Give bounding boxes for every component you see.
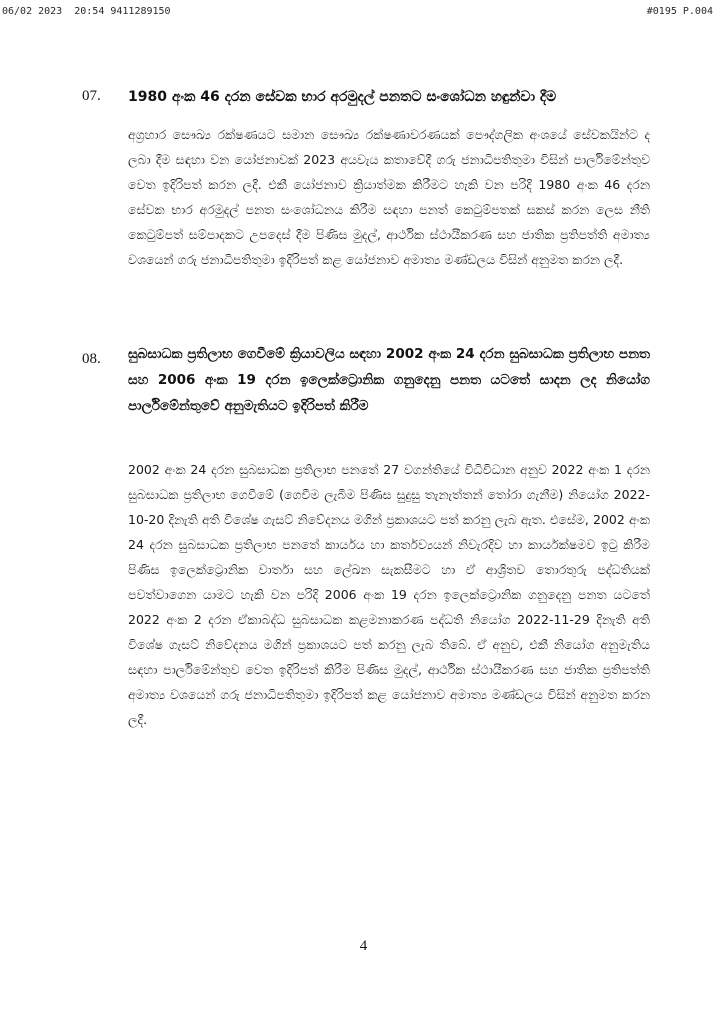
section-07-title: 1980 අංක 46 දරන සේවක භාර අරමුදල් පනතට සංශෝධන හඳුන්වා දීම [128,89,557,105]
fax-header-page-ref: #0195 P.004 [646,6,713,17]
fax-header-timestamp: 06/02 2023 20:54 9411289150 [2,6,171,17]
section-07-body: අග්‍රහාර සෞඛ්‍ය රක්ෂණයට සමාන සෞඛ්‍ය රක්ෂණාවරණයක් පෞද්ගලික අංශයේ සේවකයින්ට ද ලබා දීම සඳහා වන යෝජනාවක් 2023 අයවැය කතාවේදී ගරු ජනාධිපතිතුමා විසින් පාර්ලිමේන්තුව වෙත ඉදිරිපත් කරන ලදී. එකී යෝජනාව ක්‍රියාත්මක කිරීමට හැකි වන පරිදි 1980 අංක 46 දරන සේවක භාර අරමුදල් පනත සංශෝධනය කිරීම සඳහා පනත් කෙටුම්පතක් සකස් කරන ලෙස නීති කෙටුම්පත් සම්පාදකට උපදෙස් දීම පිණිස මුදල්, ආර්ථික ස්ථායීකරණ සහ ජාතික ප්‍රතිපත්ති අමාත්‍ය වශයෙන් ගරු ජනාධිපතිතුමා ඉදිරිපත් කළ යෝජනාව අමාත්‍ය මණ්ඩලය විසින් අනුමත කරන ලදී. [128,127,650,267]
section-07-number: 07. [82,88,101,104]
section-08-number: 08. [82,351,101,367]
section-08-title: සුබසාධක ප්‍රතිලාභ ගෙවීමේ ක්‍රියාවලිය සඳහා 2002 අංක 24 දරන සුබසාධක ප්‍රතිලාභ පනත සහ 2006 අංක 19 දරන ඉලෙක්ට්‍රොනික ගනුදෙනු පනත යටතේ සාදන ලද නියෝග පාර්ලිමේන්තුවේ අනුමැතියට ඉදිරිපත් කිරීම [128,346,650,414]
page-number: 4 [359,938,368,954]
fax-header [0,6,727,20]
section-08-body: 2002 අංක 24 දරන සුබසාධක ප්‍රතිලාභ පනතේ 27 වගන්තියේ විධිවිධාන අනුව 2022 අංක 1 දරන සුබසාධක ප්‍රතිලාභ ගෙවීමේ (ගෙවීම ලැබීම පිණිස සුදුසු තැනැත්තන් තෝරා ගැනීම) නියෝග 2022-10-20 දිනැති අති විශේෂ ගැසට් නිවේදනය මගින් ප්‍රකාශයට පත් කරනු ලැබ ඇත. එසේම, 2002 අංක 24 දරන සුබසාධක ප්‍රතිලාභ පනතේ කාර්යය හා කර්තව්‍යයන් නිවැරදිව හා කාර්යක්ෂමව ඉටු කිරීම පිණිස ඉලෙක්ට්‍රොනික වාර්තා සහ ලේඛන සැකසීමට හා ඒ ආශ්‍රිතව තොරතුරු පද්ධතියක් පවත්වාගෙන යාමට හැකි වන පරිදි 2006 අංක 19 දරන ඉලෙක්ට්‍රොනික ගනුදෙනු පනත යටතේ 2022 අංක 2 දරන ඒකාබද්ධ සුබසාධක කළමනාකරණ පද්ධති නියෝග 2022-11-29 දිනැති අති විශේෂ ගැසට් නිවේදනය මගින් ප්‍රකාශයට පත් කරනු ලැබ තිබේ. ඒ අනුව, එකී නියෝග අනුමැතිය සඳහා පාර්ලිමේන්තුව වෙත ඉදිරිපත් කිරීම පිණිස මුදල්, ආර්ථික ස්ථායීකරණ සහ ජාතික ප්‍රතිපත්ති අමාත්‍ය වශයෙන් ගරු ජනාධිපතිතුමා ඉදිරිපත් කළ යෝජනාව අමාත්‍ය මණ්ඩලය විසින් අනුමත කරන ලදී. [128,462,650,727]
